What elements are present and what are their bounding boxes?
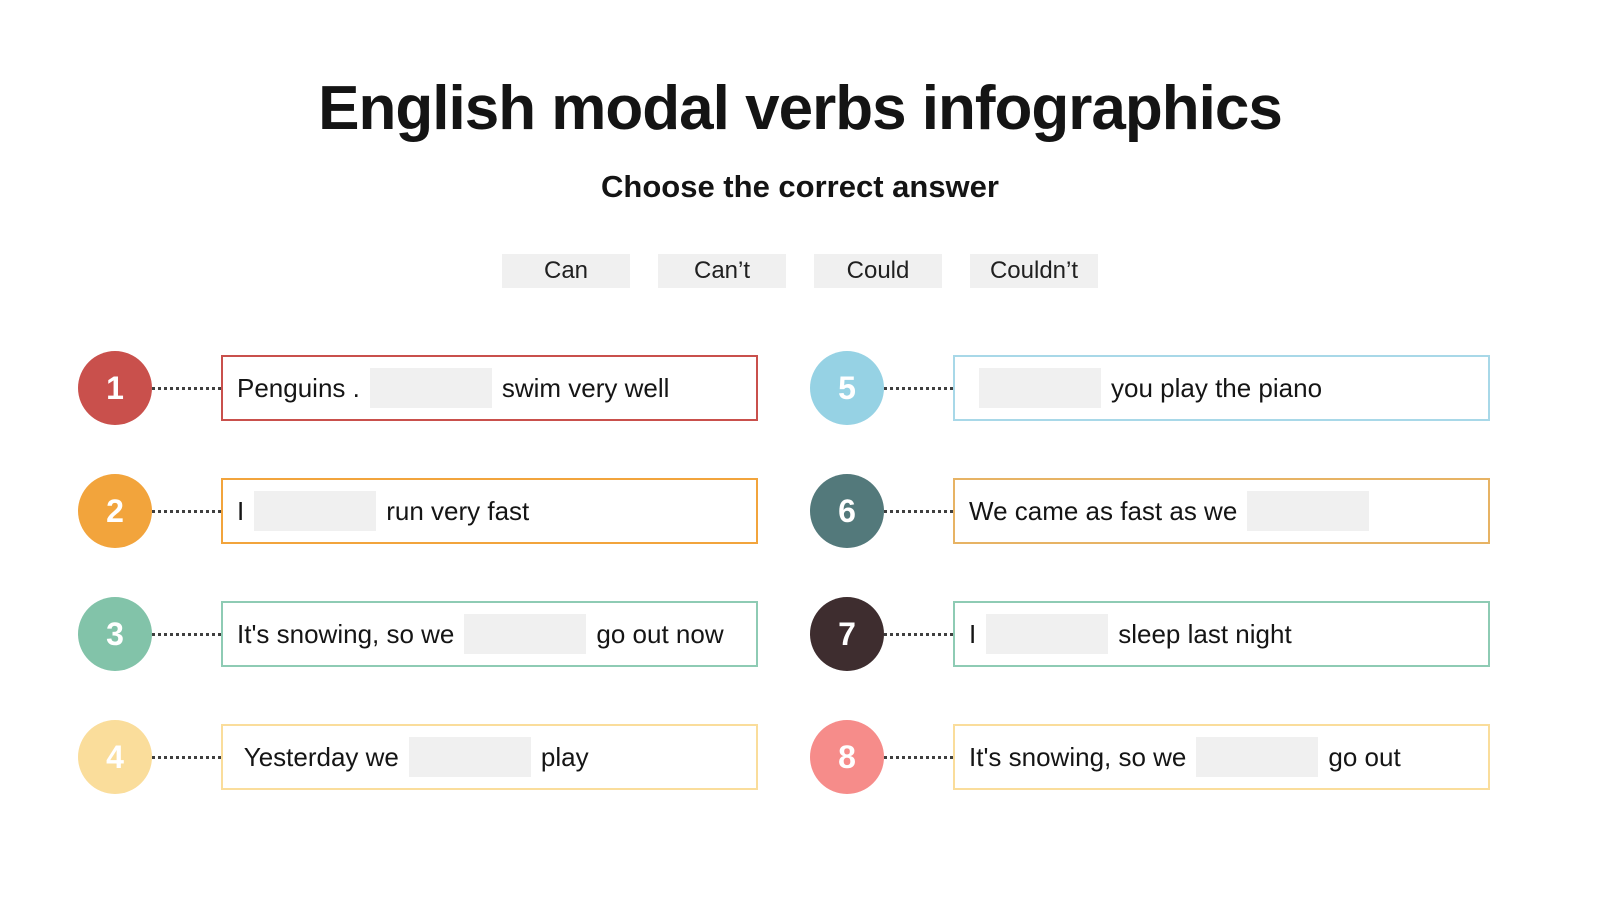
sentence-text: go out bbox=[1328, 741, 1401, 772]
sentence-text: sleep last night bbox=[1118, 618, 1292, 649]
dotted-connector bbox=[884, 633, 953, 636]
answer-blank[interactable] bbox=[1196, 737, 1318, 777]
question-item-6 bbox=[810, 474, 1490, 548]
question-number-badge: 8 bbox=[810, 720, 884, 794]
sentence-box bbox=[953, 601, 1490, 667]
answer-options-row bbox=[0, 254, 1600, 288]
sentence-text: It's snowing, so we bbox=[237, 618, 455, 649]
sentence-text: I bbox=[969, 618, 977, 649]
sentence-text: We came as fast as we bbox=[969, 495, 1238, 526]
sentence-text: play bbox=[540, 741, 589, 772]
dotted-connector bbox=[884, 387, 953, 390]
dotted-connector bbox=[152, 387, 221, 390]
answer-blank[interactable] bbox=[370, 368, 492, 408]
sentence-text: It's snowing, so we bbox=[969, 741, 1187, 772]
dotted-connector bbox=[152, 510, 221, 513]
question-number-badge: 5 bbox=[810, 351, 884, 425]
sentence-box bbox=[221, 601, 758, 667]
question-item-1 bbox=[78, 351, 758, 425]
sentence-text: go out now bbox=[596, 618, 724, 649]
question-number-badge: 2 bbox=[78, 474, 152, 548]
sentence-box bbox=[953, 478, 1490, 544]
question-item-5 bbox=[810, 351, 1490, 425]
answer-blank[interactable] bbox=[254, 491, 376, 531]
answer-chip-cant[interactable]: Can’t bbox=[658, 254, 786, 288]
sentence-text: swim very well bbox=[501, 372, 670, 403]
answer-blank[interactable] bbox=[986, 614, 1108, 654]
question-item-3 bbox=[78, 597, 758, 671]
question-number-badge: 3 bbox=[78, 597, 152, 671]
question-item-2 bbox=[78, 474, 758, 548]
dotted-connector bbox=[152, 756, 221, 759]
page-subtitle: Choose the correct answer bbox=[601, 169, 999, 205]
sentence-box bbox=[953, 355, 1490, 421]
answer-blank[interactable] bbox=[1247, 491, 1369, 531]
question-number-badge: 4 bbox=[78, 720, 152, 794]
sentence-box bbox=[221, 724, 758, 790]
dotted-connector bbox=[884, 510, 953, 513]
sentence-text: run very fast bbox=[386, 495, 530, 526]
answer-blank[interactable] bbox=[979, 368, 1101, 408]
sentence-box bbox=[953, 724, 1490, 790]
sentence-box bbox=[221, 478, 758, 544]
sentence-text: Penguins . bbox=[237, 372, 360, 403]
dotted-connector bbox=[884, 756, 953, 759]
sentence-text: you play the piano bbox=[1111, 372, 1323, 403]
question-item-7 bbox=[810, 597, 1490, 671]
answer-chip-can[interactable]: Can bbox=[502, 254, 630, 288]
dotted-connector bbox=[152, 633, 221, 636]
question-item-4 bbox=[78, 720, 758, 794]
question-number-badge: 6 bbox=[810, 474, 884, 548]
answer-chip-couldnt[interactable]: Couldn’t bbox=[970, 254, 1098, 288]
question-number-badge: 7 bbox=[810, 597, 884, 671]
sentence-text: I bbox=[237, 495, 245, 526]
page-title: English modal verbs infographics bbox=[318, 74, 1282, 143]
answer-chip-could[interactable]: Could bbox=[814, 254, 942, 288]
sentence-box bbox=[221, 355, 758, 421]
sentence-text: Yesterday we bbox=[237, 741, 399, 772]
answer-blank[interactable] bbox=[464, 614, 586, 654]
questions-grid bbox=[0, 351, 1600, 794]
answer-blank[interactable] bbox=[409, 737, 531, 777]
question-number-badge: 1 bbox=[78, 351, 152, 425]
question-item-8 bbox=[810, 720, 1490, 794]
